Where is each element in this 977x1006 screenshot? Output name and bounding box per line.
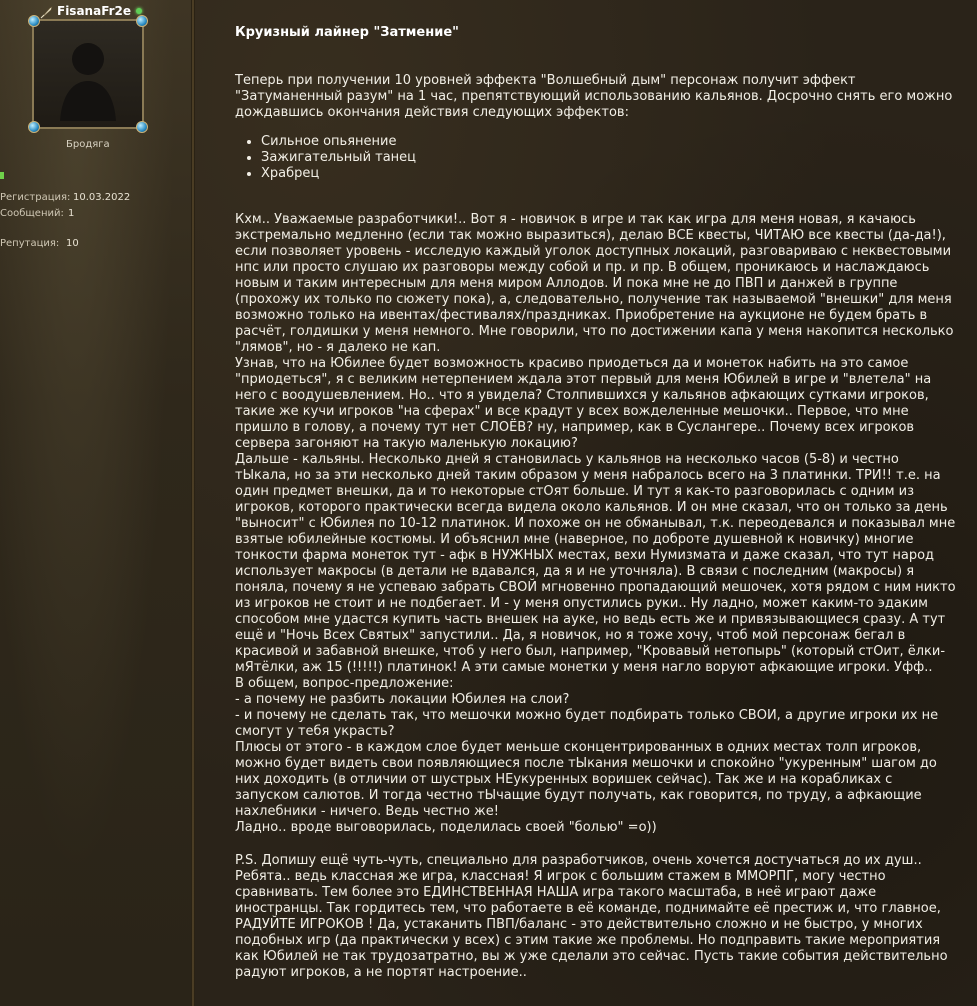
- post-paragraph: Плюсы от этого - в каждом слое будет меньше сконцентрированных в одних местах толп игроков, можно будет видеть свои появляющиеся после тЫкания мешочки и спокойно "укуренным" шагом до них доходить (в отличии от шустрых НЕукуренных воришек сейчас). Так же и на корабликах с запуском салютов. И тогда честно тЫчащие будут получать, как говорится, по труду, а афкающие нахлебники - ничего. Ведь честно же!: [235, 740, 937, 819]
- post-content: [195, 0, 977, 1006]
- registration-stat: [0, 192, 131, 203]
- online-status-icon: [136, 8, 142, 14]
- reputation-stat: [0, 238, 79, 249]
- frame-gem-icon: [136, 121, 148, 133]
- reputation-label: Репутация:: [0, 238, 60, 249]
- registration-value: 10.03.2022: [73, 192, 131, 203]
- post-paragraph: - а почему не разбить локации Юбилея на слои?: [235, 692, 570, 707]
- frame-gem-icon: [136, 15, 148, 27]
- post-paragraph: Ладно.. вроде выговорилась, поделилась своей "болью" =о)): [235, 820, 657, 835]
- status-bar-icon: [0, 172, 4, 179]
- user-sidebar: [0, 0, 191, 1006]
- post-paragraph: Узнав, что на Юбилее будет возможность красиво приодеться да и монеток набить на это самое "приодеться", я с великим нетерпением ждала этот первый для меня Юбилей в игре и "влетела" на него с воодушевлением. Но.. что я увидела? Столпившихся у кальянов афкающих сутками игроков, такие же кучи игроков "на сферах" и все крадут у всех вожделенные мешочки.. Первое, что мне пришло в голову, а почему тут нет СЛОЁВ? ну, например, как в Суслангере.. Почему всех игроков сервера загоняют на такую маленькую локацию?: [235, 356, 932, 451]
- post-paragraph: Дальше - кальяны. Несколько дней я становилась у кальянов на несколько часов (5-8) и честно тЫкала, но за эти несколько дней таким образом у меня набралось всего на 3 платинки. ТРИ!! т.е. на один предмет внешки, да и то некоторые стОят больше. И тут я как-то разговорилась с одним из игроков, которого практически всегда видела около кальянов. И он мне сказал, что он только за день "выносит" с Юбилея по 10-12 платинок. И похоже он не обманывал, т.к. переодевался и показывал мне взятые юбилейные костюмы. И объяснил мне (наверное, по доброте душевной к новичку) многие тонкости фарма монеток тут - афк в НУЖНЫХ местах, вехи Нумизмата и даже сказал, что тут народ использует макросы (в детали не вдавался, да я и не уточняла). В связи с последним (макросы) я поняла, почему я не успеваю забрать СВОЙ мгновенно пропадающий мешочек, хотя рядом с ним никто из игроков не стоит и не подбегает. И - у меня опустились руки.. Ну ладно, может каким-то эдаким способом мне удастся купить часть внешек на ауке, но ведь есть же и привязывающиеся сразу. А тут ещё и "Ночь Всех Святых" запустили.. Да, я новичок, но я тоже хочу, чтоб мой персонаж бегал в красивой и забавной внешке, чтоб у него был, например, "Кровавый нетопырь" (который стОит, ёлки-мЯтёлки, аж 15 (!!!!!) платинок! А эти самые монетки у меня нагло воруют афкающие игроки. Уфф..: [235, 452, 956, 675]
- post-paragraph: Кхм.. Уважаемые разработчики!.. Вот я - новичок в игре и так как игра для меня новая, я качаюсь экстремально медленно (если так можно выразиться), делаю ВСЕ квесты, ЧИТАЮ все квесты (да-да!), если позволяет уровень - исследую каждый уголок доступных локаций, разговариваю с неквестовыми нпс или просто слушаю их разговоры между собой и пр. и пр. В общем, проникаюсь и наслаждаюсь новым и таким интересным для меня миром Аллодов. И пока мне не до ПВП и данжей в группе (прохожу их только по сюжету пока), а, следовательно, получение так называемой "внешки" для меня возможно только на ивентах/фестивалях/праздниках. Приобретение на аукционе не будем брать в расчёт, голдишки у меня немного. Мне говорили, что по достижении капа у меня накопится несколько "лямов", но - я далеко не кап.: [235, 212, 954, 355]
- username-link[interactable]: FisanaFr2e: [57, 4, 132, 18]
- user-rank: Бродяга: [66, 139, 110, 150]
- avatar[interactable]: [32, 19, 144, 129]
- list-item: • Сильное опьянение: [261, 134, 416, 150]
- frame-gem-icon: [28, 15, 40, 27]
- frame-gem-icon: [28, 121, 40, 133]
- post-body: [235, 212, 957, 836]
- messages-stat: [0, 208, 75, 219]
- user-header: [40, 3, 142, 19]
- quill-icon: [40, 4, 54, 18]
- post-paragraph: В общем, вопрос-предложение:: [235, 676, 454, 691]
- default-avatar-silhouette-icon: [56, 35, 120, 121]
- post-ps: P.S. Допишу ещё чуть-чуть, специально для разработчиков, очень хочется достучаться до их душ.. Ребята.. ведь классная же игра, классная! Я игрок с большим стажем в ММОРПГ, могу честно сравнивать. Тем более это ЕДИНСТВЕННАЯ НАША игра такого масштаба, в неё играют даже иностранцы. Так гордитесь тем, что работаете в её команде, поднимайте её престиж и, что главное, РАДУЙТЕ ИГРОКОВ ! Да, устаканить ПВП/баланс - это действительно сложно и не быстро, у многих подобных игр (да практически у всех) с этим такие же проблемы. Но подправить такие мероприятия как Юбилей не так трудозатратно, вы ж уже сделали это сейчас. Пусть такие события действительно радуют игроков, а не портят настроение..: [235, 853, 948, 980]
- post-intro: Теперь при получении 10 уровней эффекта "Волшебный дым" персонаж получит эффект "Затуманенный разум" на 1 час, препятствующий использованию кальянов. Досрочно снять его можно дождавшись окончания действия следующих эффектов:: [235, 73, 953, 120]
- post-paragraph: - и почему не сделать так, что мешочки можно будет подбирать только СВОИ, а другие игроки их не смогут у тебя украсть?: [235, 708, 939, 739]
- post-title: Круизный лайнер "Затмение": [235, 25, 459, 40]
- effects-list: [235, 134, 416, 182]
- list-item: • Зажигательный танец: [261, 150, 416, 166]
- messages-label: Сообщений:: [0, 208, 64, 219]
- messages-value: 1: [68, 208, 75, 219]
- list-item: • Храбрец: [261, 166, 416, 182]
- registration-label: Регистрация:: [0, 192, 71, 203]
- reputation-value: 10: [66, 238, 79, 249]
